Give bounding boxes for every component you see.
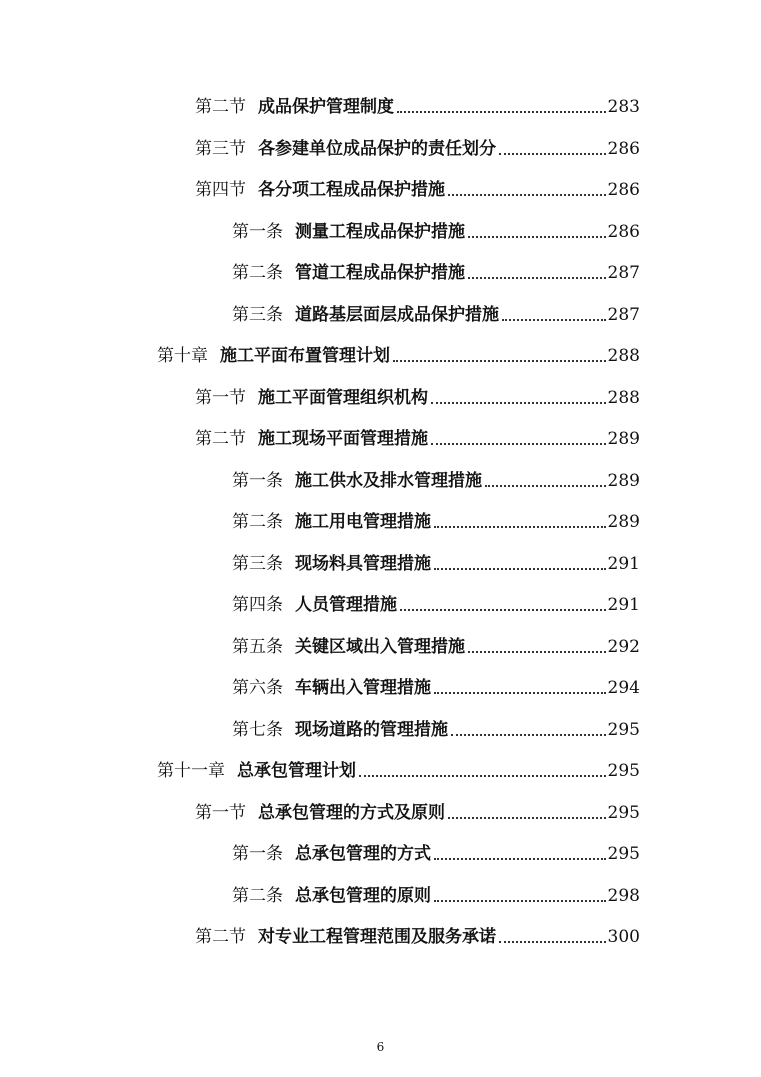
toc-entry: [232, 254, 640, 284]
toc-entry-page: 287: [607, 263, 640, 283]
toc-leader-dots: [434, 568, 606, 570]
toc-entry-page: 291: [607, 553, 640, 574]
toc-entry-title: 总承包管理的方式及原则: [258, 802, 445, 823]
toc-entry-page: 292: [607, 636, 640, 657]
toc-entry-number: 第二节: [195, 927, 246, 947]
toc-entry-page: 300: [607, 927, 640, 947]
toc-entry-page: 288: [607, 387, 640, 408]
toc-entry-title: 施工平面布置管理计划: [220, 346, 390, 366]
toc-entry: [232, 213, 640, 243]
toc-leader-dots: [434, 858, 606, 860]
toc-leader-dots: [434, 526, 606, 528]
toc-entry-title: 人员管理措施: [295, 595, 397, 615]
toc-entry-title: 施工平面管理组织机构: [258, 387, 428, 408]
toc-entry: [232, 628, 640, 658]
toc-entry-title: 各参建单位成品保护的责任划分: [258, 138, 496, 159]
toc-entry-title: 对专业工程管理范围及服务承诺: [258, 927, 496, 947]
toc-entry-title: 总承包管理计划: [237, 761, 356, 781]
toc-entry-page: 294: [607, 678, 640, 698]
toc-entry-number: 第三条: [232, 304, 283, 325]
toc-entry-page: 286: [607, 180, 640, 200]
toc-leader-dots: [431, 402, 606, 404]
toc-entry: [232, 835, 640, 865]
toc-entry-number: 第二节: [195, 97, 246, 117]
toc-entry-title: 总承包管理的方式: [295, 844, 431, 864]
toc-leader-dots: [485, 485, 606, 487]
toc-entry-number: 第十章: [157, 346, 208, 366]
toc-entry: [232, 877, 640, 907]
toc-entry-title: 各分项工程成品保护措施: [258, 180, 445, 200]
toc-entry-title: 测量工程成品保护措施: [295, 221, 465, 242]
toc-entry: [157, 752, 640, 782]
toc-entry-number: 第三节: [195, 138, 246, 159]
toc-entry-page: 286: [607, 221, 640, 242]
toc-entry: [195, 379, 640, 409]
toc-entry-page: 295: [607, 719, 640, 740]
toc-entry: [232, 296, 640, 326]
toc-entry-title: 车辆出入管理措施: [295, 678, 431, 698]
toc-entry-number: 第三条: [232, 553, 283, 574]
toc-entry-title: 道路基层面层成品保护措施: [295, 304, 499, 325]
toc-entry-number: 第十一章: [157, 761, 225, 781]
toc-entry-number: 第一条: [232, 221, 283, 242]
toc-entry-number: 第一条: [232, 844, 283, 864]
toc-entry-title: 现场料具管理措施: [295, 553, 431, 574]
toc-entry-page: 288: [607, 346, 640, 366]
toc-entry-number: 第七条: [232, 719, 283, 740]
toc-entry-number: 第四节: [195, 180, 246, 200]
toc-entry-number: 第二条: [232, 263, 283, 283]
toc-entry-number: 第四条: [232, 595, 283, 615]
toc-leader-dots: [393, 360, 606, 362]
toc-entry-number: 第二条: [232, 512, 283, 532]
toc-entry: [195, 420, 640, 450]
page-number: 6: [376, 1040, 385, 1054]
toc-entry-title: 现场道路的管理措施: [295, 719, 448, 740]
toc-entry-title: 施工供水及排水管理措施: [295, 470, 482, 491]
toc-entry-page: 289: [607, 512, 640, 532]
toc-entry: [195, 171, 640, 201]
toc-leader-dots: [468, 277, 606, 279]
toc-entry: [232, 503, 640, 533]
toc-entry-title: 总承包管理的原则: [295, 885, 431, 906]
toc-entry-page: 295: [607, 844, 640, 864]
toc-leader-dots: [448, 817, 606, 819]
page-footer: [0, 1040, 761, 1054]
toc-entry-number: 第一节: [195, 387, 246, 408]
toc-entry: [195, 918, 640, 948]
toc-leader-dots: [499, 153, 606, 155]
toc-entry-number: 第二节: [195, 429, 246, 449]
toc-entry-page: 289: [607, 429, 640, 449]
toc-entry-title: 施工用电管理措施: [295, 512, 431, 532]
toc-entry-page: 295: [607, 802, 640, 823]
toc-entry-page: 286: [607, 138, 640, 159]
toc-entry-title: 管道工程成品保护措施: [295, 263, 465, 283]
toc-leader-dots: [434, 900, 606, 902]
toc-leader-dots: [434, 692, 606, 694]
toc-entry: [232, 462, 640, 492]
toc-leader-dots: [451, 734, 606, 736]
toc-entry-page: 289: [607, 470, 640, 491]
toc-entry-page: 291: [607, 595, 640, 615]
toc-entry: [195, 794, 640, 824]
toc-entry-title: 成品保护管理制度: [258, 97, 394, 117]
toc-entry-page: 287: [607, 304, 640, 325]
toc-entry-page: 295: [607, 761, 640, 781]
toc-entry: [232, 669, 640, 699]
toc-leader-dots: [499, 941, 606, 943]
toc-leader-dots: [502, 319, 606, 321]
toc-entry-page: 298: [607, 885, 640, 906]
toc-leader-dots: [448, 194, 606, 196]
toc-entry: [195, 88, 640, 118]
toc-entry: [232, 545, 640, 575]
toc-entry-number: 第五条: [232, 636, 283, 657]
toc-entry-number: 第一条: [232, 470, 283, 491]
toc-entry: [195, 130, 640, 160]
toc-entry: [232, 586, 640, 616]
toc-leader-dots: [400, 609, 606, 611]
toc-leader-dots: [431, 443, 606, 445]
toc-entry: [232, 711, 640, 741]
toc-entry: [157, 337, 640, 367]
toc-entry-number: 第二条: [232, 885, 283, 906]
toc-leader-dots: [468, 651, 606, 653]
toc-entry-title: 施工现场平面管理措施: [258, 429, 428, 449]
toc-entry-page: 283: [607, 97, 640, 117]
toc-leader-dots: [468, 236, 606, 238]
toc-entry-number: 第六条: [232, 678, 283, 698]
toc-entry-number: 第一节: [195, 802, 246, 823]
toc-entry-title: 关键区域出入管理措施: [295, 636, 465, 657]
toc-leader-dots: [359, 775, 606, 777]
toc-leader-dots: [397, 111, 606, 113]
